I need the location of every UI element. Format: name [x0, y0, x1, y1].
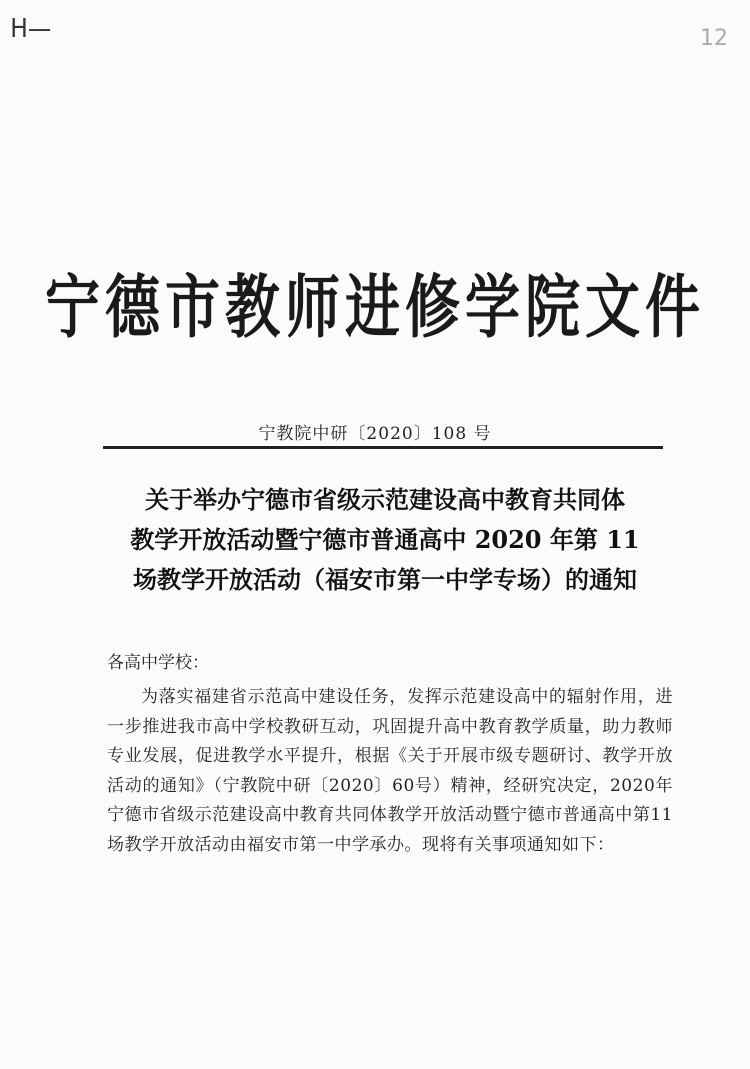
handwritten-page-number: 12 [700, 26, 728, 51]
handwritten-mark: H— [10, 14, 52, 44]
salutation: 各高中学校： [107, 653, 209, 673]
notice-title-line: 场教学开放活动（福安市第一中学专场）的通知 [133, 565, 637, 594]
notice-title-line: 关于举办宁德市省级示范建设高中教育共同体 [145, 485, 625, 514]
notice-title-line: 教学开放活动暨宁德市普通高中 2020 年第 11 [130, 525, 640, 554]
document-number: 宁教院中研〔2020〕108 号 [258, 424, 492, 444]
notice-body: 为落实福建省示范高中建设任务，发挥示范建设高中的辐射作用，进一步推进我市高中学校教研互动，巩固提升高中教育教学质量，助力教师专业发展，促进教学水平提升，根据《关于开展市级专题研讨、教学开放活动的通知》（宁教院中研〔2020〕60号）精神，经研究决定，2020年宁德市省级示范建设高中教育共同体教学开放活动暨宁德市普通高中第11场教学开放活动由福安市第一中学承办。现将有关事项通知如下： [107, 687, 673, 855]
header-divider [103, 446, 663, 449]
organization-title: 宁德市教师进修学院文件 [44, 265, 705, 348]
notice-title [60, 480, 710, 600]
